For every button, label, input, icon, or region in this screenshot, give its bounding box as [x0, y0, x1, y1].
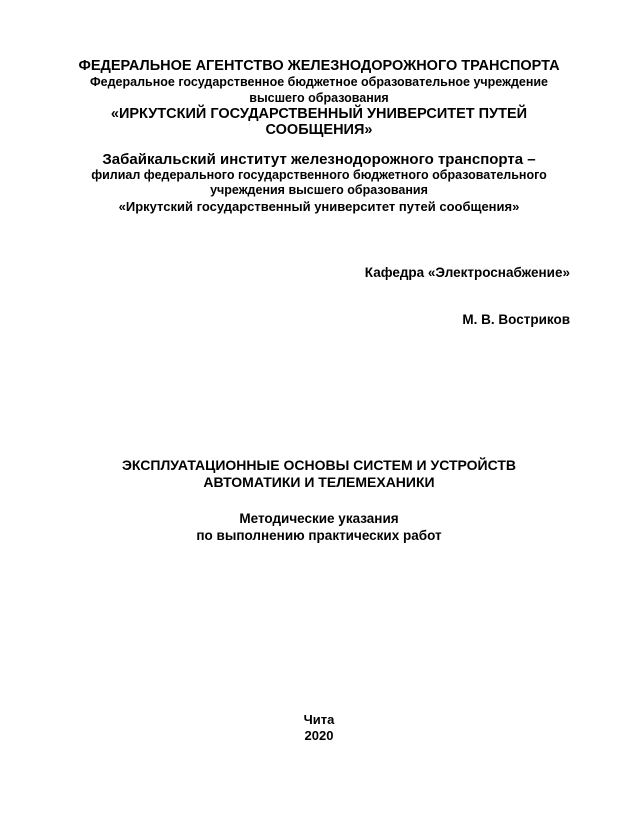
university-name-line2: СООБЩЕНИЯ» [265, 122, 373, 138]
university-name-line1: «ИРКУТСКИЙ ГОСУДАРСТВЕННЫЙ УНИВЕРСИТЕТ ПУТЕЙ [110, 106, 528, 122]
institution-type-line2: высшего образования [249, 91, 389, 105]
imprint-city: Чита [303, 712, 335, 727]
branch-institute-block [40, 152, 598, 215]
agency-name: ФЕДЕРАЛЬНОЕ АГЕНТСТВО ЖЕЛЕЗНОДОРОЖНОГО ТРАНСПОРТА [78, 58, 560, 74]
work-title-block [40, 457, 598, 490]
department-name: Кафедра «Электроснабжение» [364, 265, 570, 280]
author-name: М. В. Востриков [462, 312, 570, 327]
branch-filial-line2: учреждения высшего образования [210, 183, 428, 198]
work-subtitle-line1: Методические указания [239, 511, 399, 526]
work-title-line1: ЭКСПЛУАТАЦИОННЫЕ ОСНОВЫ СИСТЕМ И УСТРОЙСТВ [121, 457, 517, 473]
branch-university-name: «Иркутский государственный университет путей сообщения» [118, 199, 520, 215]
branch-filial-line1: филиал федерального государственного бюджетного образовательного [91, 167, 547, 182]
institution-type-line1: Федеральное государственное бюджетное образовательное учреждение [89, 75, 549, 89]
branch-institute-name: Забайкальский институт железнодорожного транспорта – [102, 151, 536, 168]
imprint-block [40, 712, 598, 745]
header-block [40, 58, 598, 138]
work-subtitle-block [40, 511, 598, 544]
imprint-year: 2020 [304, 728, 334, 744]
work-title-line2: АВТОМАТИКИ И ТЕЛЕМЕХАНИКИ [203, 473, 435, 490]
work-subtitle-line2: по выполнению практических работ [196, 527, 442, 543]
